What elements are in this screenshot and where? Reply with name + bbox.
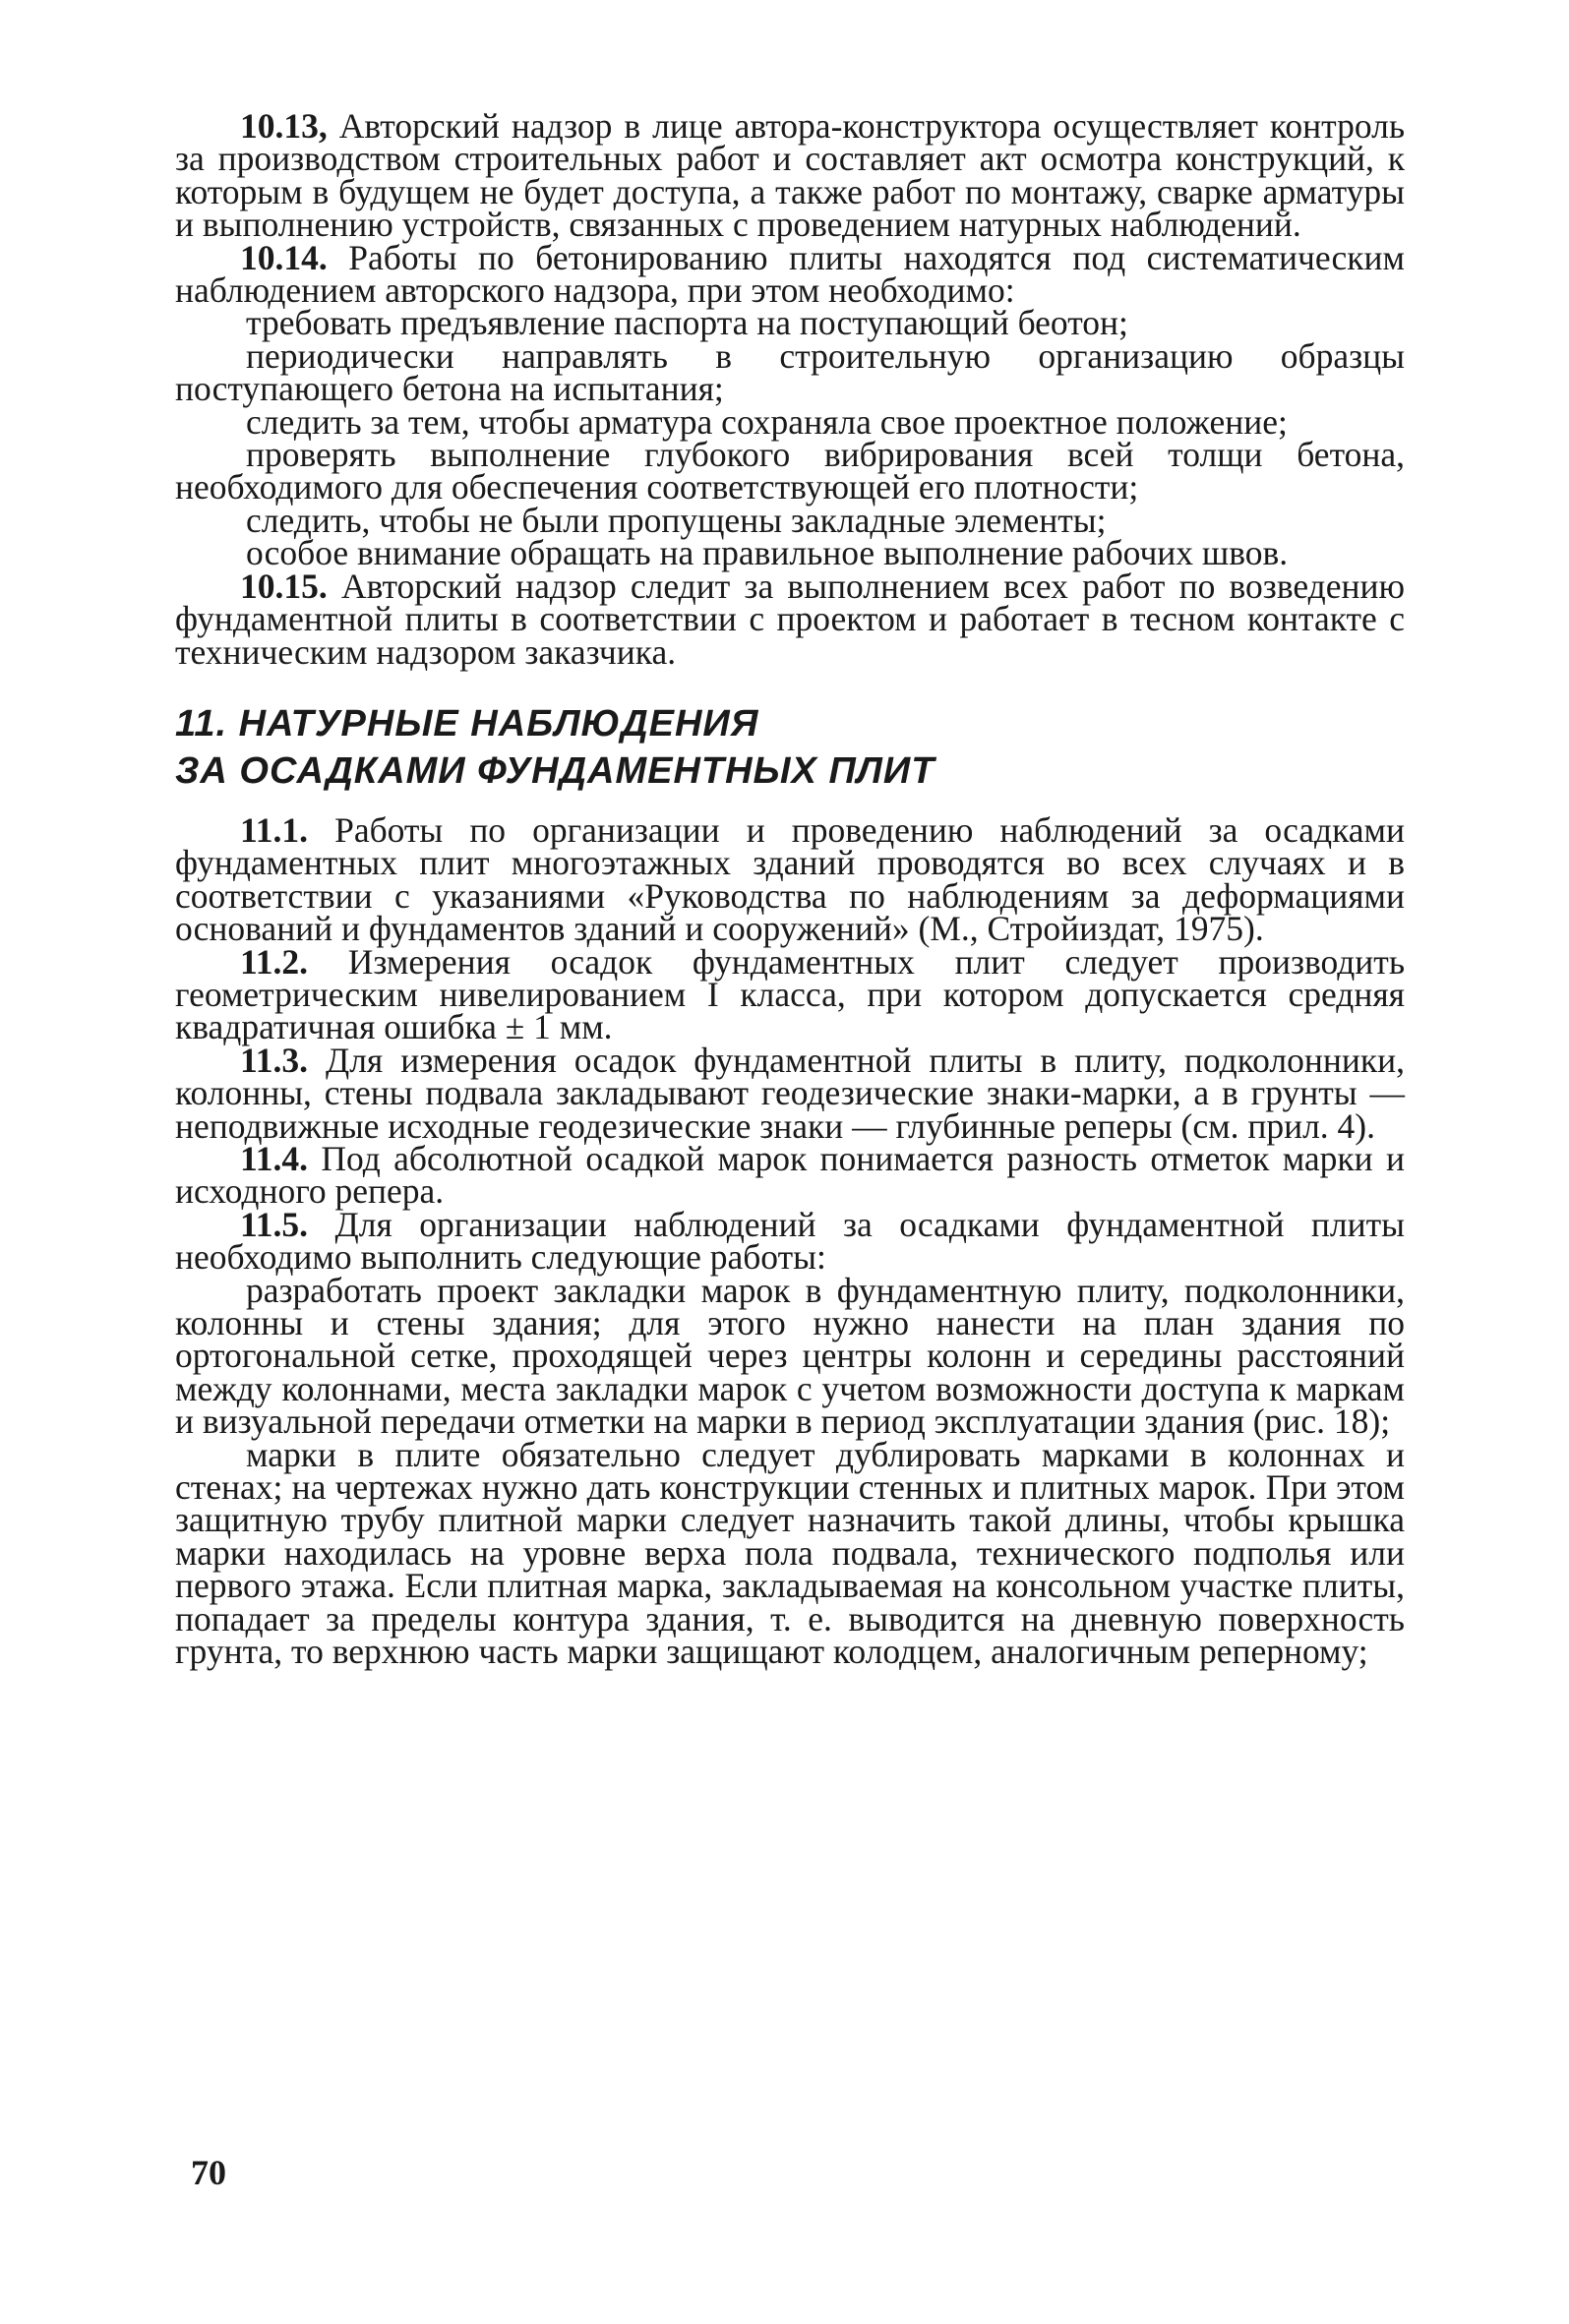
paragraph-11-5	[175, 1204, 1406, 1278]
paragraph-11-4	[175, 1138, 1405, 1212]
paragraph-text: Работы по организации и проведению наблюдений за осадками фундаментных плит многоэтажных зданий проводятся во всех случаях и в соответствии с указаниями «Руководства по наблюдениям за деформациями оснований и фундаментов зданий и сооружений» (М., Стройиздат, 1975).	[175, 809, 1406, 949]
paragraph-number: 10.14.	[240, 237, 328, 277]
list-item: периодически направлять в строительную организацию образцы поступающего бетона на испытания;	[175, 335, 1405, 409]
list-item: проверять выполнение глубокого вибрирования всей толщи бетона, необходимого для обеспечения соответствующей его плотности;	[175, 435, 1405, 507]
paragraph-number: 10.13,	[240, 106, 328, 146]
paragraph-number: 11.3.	[240, 1040, 309, 1080]
page-body	[175, 106, 1406, 1672]
paragraph-11-1	[175, 809, 1406, 949]
section-heading-line-2: ЗА ОСАДКАМИ ФУНДАМЕНТНЫХ ПЛИТ	[175, 749, 935, 792]
section-heading	[175, 700, 1405, 795]
paragraph-10-14	[175, 237, 1405, 311]
list-item: следить, чтобы не были пропущены закладные элементы;	[246, 500, 1107, 540]
paragraph-text: Для организации наблюдений за осадками фундаментной плиты необходимо выполнить следующие работы:	[175, 1204, 1406, 1278]
list-item: марки в плите обязательно следует дублировать марками в колоннах и стенах; на чертежах нужно дать конструкции стенных и плитных марок. При этом защитную трубу плитной марки следует назначить такой длины, чтобы крышка марки находилась на уровне верха пола подвала, технического подполья или первого этажа. Если плитная марка, закладываемая на консольном участке плиты, попадает за пределы контура здания, т. е. выводится на дневную поверхность грунта, то верхнюю часть марки защищают колодцем, аналогичным реперному;	[175, 1434, 1405, 1672]
paragraph-text: Авторский надзор следит за выполнением всех работ по возведению фундаментной плиты в соответствии с проектом и работает в тесном контакте с техническим надзором заказчика.	[175, 566, 1406, 672]
paragraph-number: 11.1.	[240, 809, 309, 850]
paragraph-10-15	[175, 566, 1406, 672]
paragraph-text: Работы по бетонированию плиты находятся под систематическим наблюдением авторского надзора, при этом необходимо:	[175, 237, 1405, 311]
list-item: требовать предъявление паспорта на поступающий беотон;	[246, 303, 1128, 343]
list-item: следить за тем, чтобы арматура сохраняла свое проектное положение;	[246, 401, 1288, 442]
list-item: особое внимание обращать на правильное выполнение рабочих швов.	[246, 533, 1289, 573]
paragraph-text: Авторский надзор в лице автора-конструктора осуществляет контроль за производством строительных работ и составляет акт осмотра конструкций, к которым в будущем не будет доступа, а также работ по монтажу, сварке арматуры и выполнению устройств, связанных с проведением натурных наблюдений.	[175, 106, 1406, 245]
paragraph-number: 11.2.	[240, 941, 309, 982]
paragraph-10-13	[175, 106, 1406, 245]
paragraph-11-2	[175, 941, 1406, 1047]
paragraph-number: 10.15.	[240, 566, 328, 606]
paragraph-number: 11.5.	[240, 1204, 309, 1244]
paragraph-number: 11.4.	[240, 1138, 309, 1178]
list-item: разработать проект закладки марок в фундаментную плиту, подколонники, колонны и стены здания; для этого нужно нанести на план здания по ортогональной сетке, проходящей через центры колонн и середины расстояний между колоннами, места закладки марок с учетом возможности доступа к маркам и визуальной передачи отметки на марки в период эксплуатации здания (рис. 18);	[175, 1270, 1405, 1442]
paragraph-11-3	[175, 1040, 1405, 1146]
paragraph-text: Для измерения осадок фундаментной плиты в плиту, подколонники, колонны, стены подвала закладывают геодезические знаки-марки, а в грунты — неподвижные исходные геодезические знаки — глубинные реперы (см. прил. 4).	[175, 1040, 1405, 1146]
paragraph-text: Под абсолютной осадкой марок понимается разность отметок марки и исходного репера.	[175, 1138, 1405, 1212]
section-heading-line-1: 11. НАТУРНЫЕ НАБЛЮДЕНИЯ	[175, 702, 759, 745]
paragraph-text: Измерения осадок фундаментных плит следует производить геометрическим нивелированием I класса, при котором допускается средняя квадратичная ошибка ± 1 мм.	[175, 941, 1406, 1047]
page-number: 70	[191, 2153, 226, 2192]
